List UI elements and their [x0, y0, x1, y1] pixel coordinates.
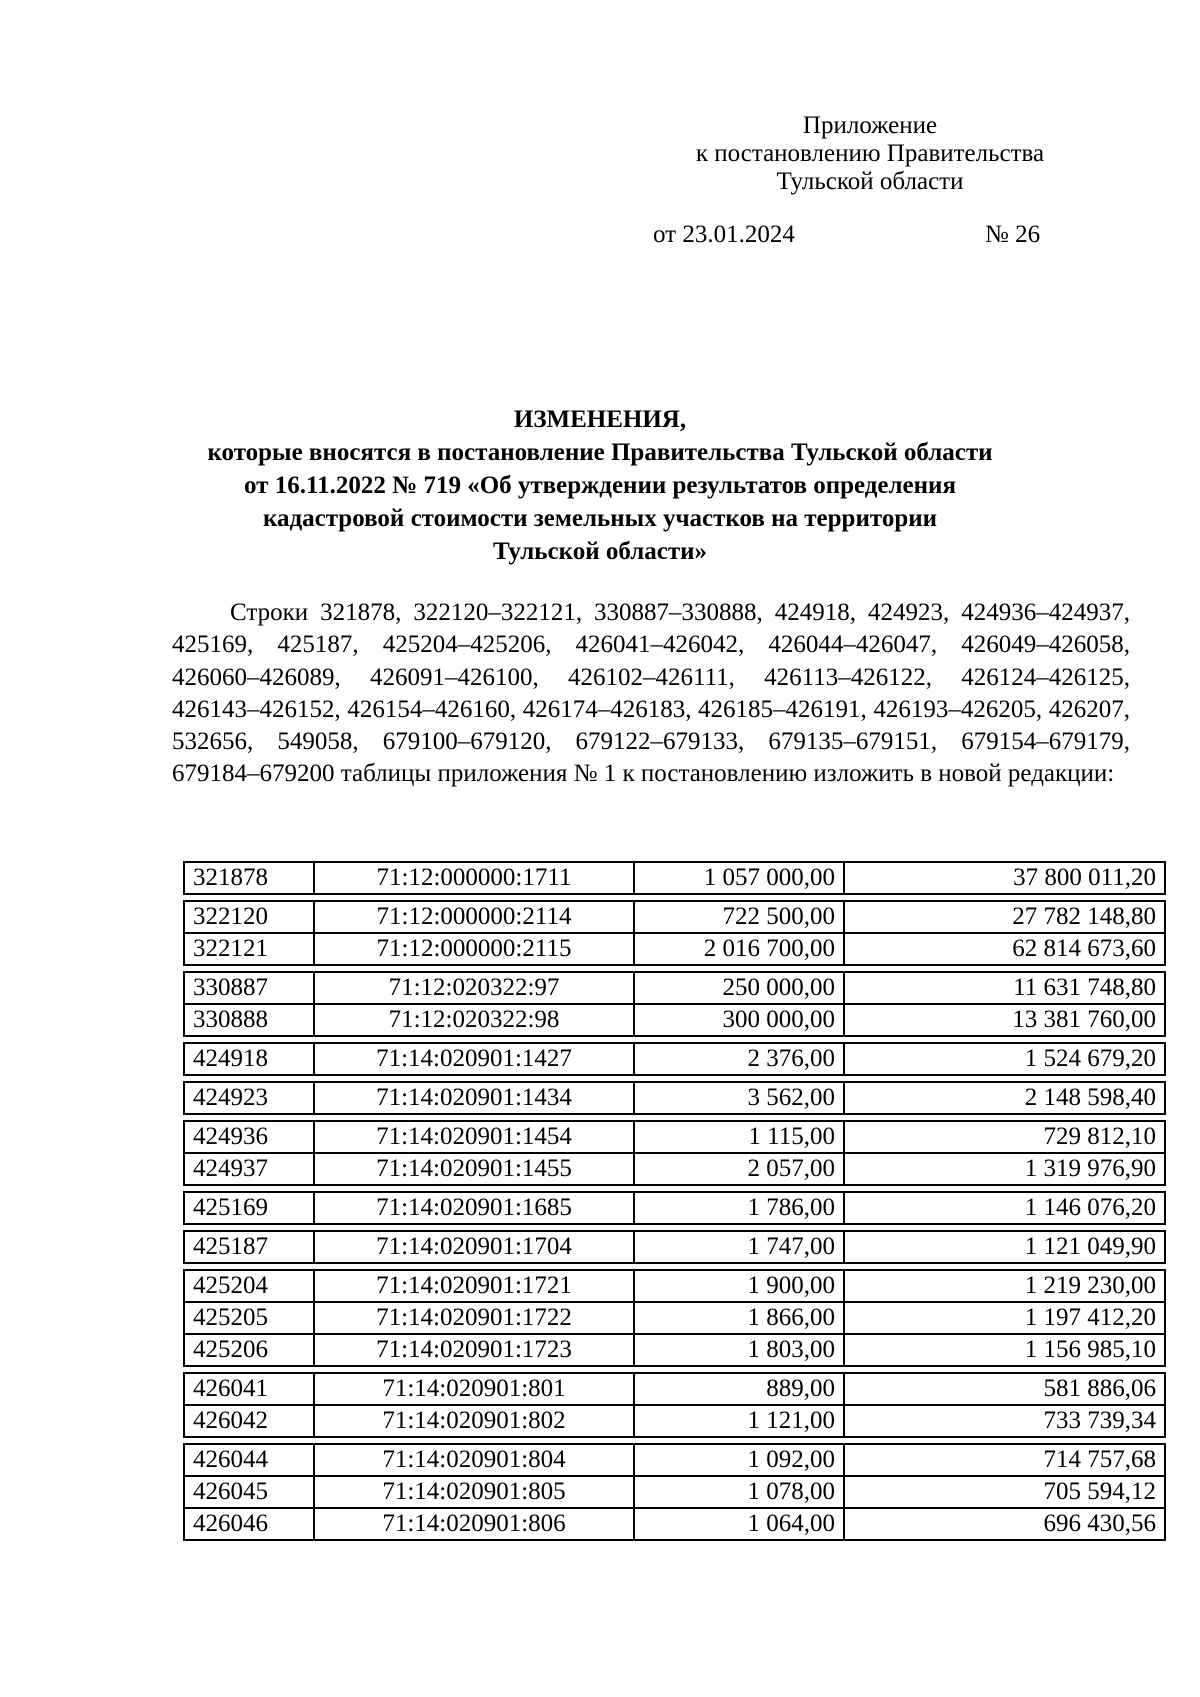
cadastral-value-cell: 1 219 230,00: [844, 1270, 1165, 1302]
cadastral-number-cell: 71:14:020901:1427: [314, 1043, 634, 1075]
cadastral-number-cell: 71:14:020901:802: [314, 1405, 634, 1437]
appendix-line: Приложение: [802, 112, 938, 139]
table-group: [183, 1191, 1166, 1225]
cadastral-value-cell: 581 886,06: [844, 1373, 1165, 1405]
area-cell: 1 786,00: [634, 1192, 844, 1224]
table-row: [184, 1508, 1165, 1540]
cadastral-table: [183, 861, 1164, 1546]
cadastral-number-cell: 71:14:020901:801: [314, 1373, 634, 1405]
cadastral-value-cell: 1 146 076,20: [844, 1192, 1165, 1224]
cadastral-number-cell: 71:14:020901:804: [314, 1444, 634, 1476]
area-cell: 1 064,00: [634, 1508, 844, 1540]
area-cell: 722 500,00: [634, 901, 844, 933]
cadastral-number-cell: 71:12:020322:98: [314, 1004, 634, 1036]
cadastral-value-cell: 37 800 011,20: [844, 862, 1165, 894]
table-group: [183, 971, 1166, 1037]
row-number-cell: 424923: [184, 1082, 314, 1114]
cadastral-number-cell: 71:14:020901:1704: [314, 1231, 634, 1263]
cadastral-value-cell: 1 197 412,20: [844, 1302, 1165, 1334]
row-number-cell: 424936: [184, 1121, 314, 1153]
cadastral-number-cell: 71:12:000000:1711: [314, 862, 634, 894]
cadastral-value-cell: 705 594,12: [844, 1476, 1165, 1508]
area-cell: 1 900,00: [634, 1270, 844, 1302]
title-line: кадастровой стоимости земельных участков на территории: [262, 505, 938, 532]
area-cell: 1 803,00: [634, 1334, 844, 1366]
table-group: [183, 1443, 1166, 1541]
area-cell: 1 747,00: [634, 1231, 844, 1263]
table-row: [184, 1082, 1165, 1114]
appendix-line: Тульской области: [776, 168, 964, 195]
cadastral-value-cell: 696 430,56: [844, 1508, 1165, 1540]
title-line: от 16.11.2022 № 719 «Об утверждении результатов определения: [244, 472, 956, 499]
table-row: [184, 1043, 1165, 1075]
row-number-cell: 424918: [184, 1043, 314, 1075]
area-cell: 2 016 700,00: [634, 933, 844, 965]
table-row: [184, 862, 1165, 894]
cadastral-number-cell: 71:14:020901:1721: [314, 1270, 634, 1302]
cadastral-number-cell: 71:12:000000:2115: [314, 933, 634, 965]
row-number-cell: 425204: [184, 1270, 314, 1302]
cadastral-value-cell: 2 148 598,40: [844, 1082, 1165, 1114]
cadastral-number-cell: 71:14:020901:1722: [314, 1302, 634, 1334]
area-cell: 889,00: [634, 1373, 844, 1405]
cadastral-value-cell: 27 782 148,80: [844, 901, 1165, 933]
cadastral-value-cell: 1 156 985,10: [844, 1334, 1165, 1366]
area-cell: 3 562,00: [634, 1082, 844, 1114]
area-cell: 2 057,00: [634, 1153, 844, 1185]
title-line: ИЗМЕНЕНИЯ,: [513, 406, 687, 433]
row-number-cell: 425169: [184, 1192, 314, 1224]
table-group: [183, 1042, 1166, 1076]
row-number-cell: 426044: [184, 1444, 314, 1476]
table-row: [184, 1476, 1165, 1508]
table-row: [184, 1121, 1165, 1153]
table-row: [184, 1192, 1165, 1224]
table-group: [183, 861, 1166, 895]
appendix-line: к постановлению Правительства: [695, 140, 1045, 167]
row-number-cell: 330887: [184, 972, 314, 1004]
area-cell: 2 376,00: [634, 1043, 844, 1075]
title-line: Тульской области»: [492, 538, 708, 565]
table-row: [184, 1334, 1165, 1366]
row-number-cell: 425206: [184, 1334, 314, 1366]
row-number-cell: 426042: [184, 1405, 314, 1437]
cadastral-number-cell: 71:14:020901:1455: [314, 1153, 634, 1185]
table-row: [184, 1004, 1165, 1036]
row-number-cell: 322121: [184, 933, 314, 965]
table-group: [183, 1081, 1166, 1115]
row-number-cell: 330888: [184, 1004, 314, 1036]
table-row: [184, 1302, 1165, 1334]
cadastral-value-cell: 1 524 679,20: [844, 1043, 1165, 1075]
cadastral-number-cell: 71:12:000000:2114: [314, 901, 634, 933]
row-number-cell: 426046: [184, 1508, 314, 1540]
cadastral-value-cell: 1 319 976,90: [844, 1153, 1165, 1185]
document-title: [150, 403, 1050, 568]
area-cell: 250 000,00: [634, 972, 844, 1004]
area-cell: 1 057 000,00: [634, 862, 844, 894]
row-number-cell: 426041: [184, 1373, 314, 1405]
document-date: от 23.01.2024: [653, 221, 795, 248]
row-number-cell: 425187: [184, 1231, 314, 1263]
table-row: [184, 1231, 1165, 1263]
table-group: [183, 1372, 1166, 1438]
row-number-cell: 321878: [184, 862, 314, 894]
row-number-cell: 425205: [184, 1302, 314, 1334]
area-cell: 1 078,00: [634, 1476, 844, 1508]
cadastral-value-cell: 729 812,10: [844, 1121, 1165, 1153]
row-number-cell: 424937: [184, 1153, 314, 1185]
table-row: [184, 1405, 1165, 1437]
table-row: [184, 972, 1165, 1004]
table-row: [184, 1270, 1165, 1302]
cadastral-number-cell: 71:14:020901:1454: [314, 1121, 634, 1153]
cadastral-value-cell: 733 739,34: [844, 1405, 1165, 1437]
area-cell: 1 092,00: [634, 1444, 844, 1476]
cadastral-value-cell: 62 814 673,60: [844, 933, 1165, 965]
table-row: [184, 933, 1165, 965]
table-row: [184, 1373, 1165, 1405]
row-number-cell: 322120: [184, 901, 314, 933]
table-row: [184, 901, 1165, 933]
table-row: [184, 1444, 1165, 1476]
table-row: [184, 1153, 1165, 1185]
document-number: № 26: [985, 221, 1041, 248]
table-group: [183, 1230, 1166, 1264]
row-number-cell: 426045: [184, 1476, 314, 1508]
cadastral-number-cell: 71:14:020901:1723: [314, 1334, 634, 1366]
cadastral-number-cell: 71:14:020901:805: [314, 1476, 634, 1508]
area-cell: 1 121,00: [634, 1405, 844, 1437]
cadastral-value-cell: 1 121 049,90: [844, 1231, 1165, 1263]
cadastral-number-cell: 71:14:020901:1434: [314, 1082, 634, 1114]
area-cell: 1 866,00: [634, 1302, 844, 1334]
cadastral-value-cell: 11 631 748,80: [844, 972, 1165, 1004]
appendix-header: [660, 112, 1080, 196]
title-line: которые вносятся в постановление Правительства Тульской области: [207, 439, 993, 466]
table-group: [183, 1269, 1166, 1367]
cadastral-value-cell: 13 381 760,00: [844, 1004, 1165, 1036]
table-group: [183, 900, 1166, 966]
cadastral-number-cell: 71:14:020901:806: [314, 1508, 634, 1540]
cadastral-number-cell: 71:12:020322:97: [314, 972, 634, 1004]
cadastral-number-cell: 71:14:020901:1685: [314, 1192, 634, 1224]
area-cell: 1 115,00: [634, 1121, 844, 1153]
area-cell: 300 000,00: [634, 1004, 844, 1036]
body-paragraph: Строки 321878, 322120–322121, 330887–330888, 424918, 424923, 424936–424937, 425169, 425187, 425204–425206, 426041–426042, 426044–426047, 426049–426058, 426060–426089, 426091–426100, 426102–426111, 426113–426122, 426124–426125, 426143–426152, 426154–426160, 426174–426183, 426185–426191, 426193–426205, 426207, 532656, 549058, 679100–679120, 679122–679133, 679135–679151, 679154–679179, 679184–679200 таблицы приложения № 1 к постановлению изложить в новой редакции:: [172, 599, 1130, 788]
table-group: [183, 1120, 1166, 1186]
cadastral-value-cell: 714 757,68: [844, 1444, 1165, 1476]
